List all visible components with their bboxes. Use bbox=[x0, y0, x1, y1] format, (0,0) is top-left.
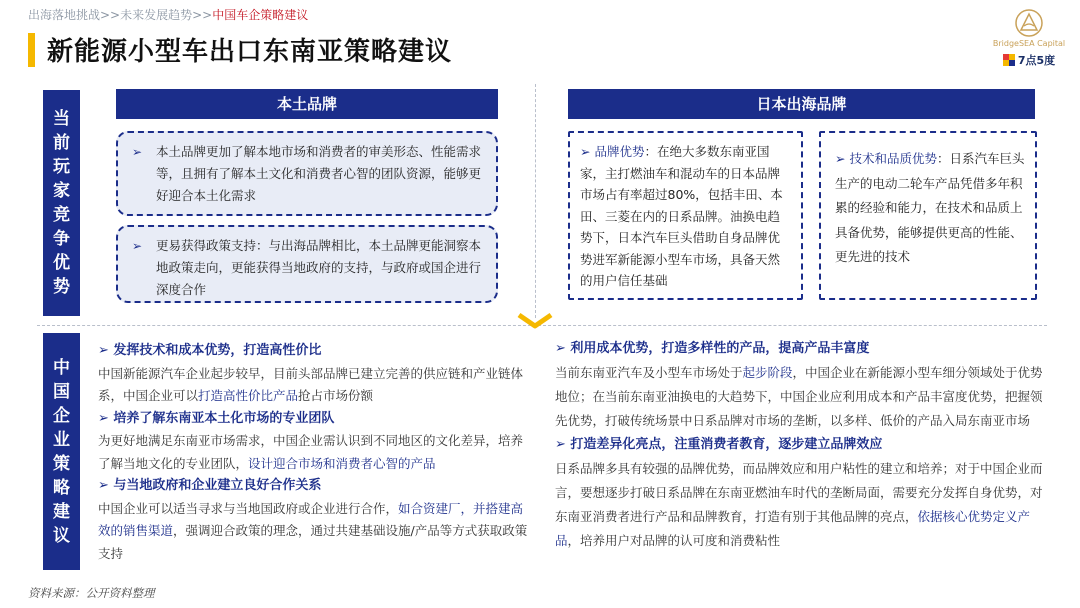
arrow-bullet-icon: ➢ bbox=[132, 145, 143, 159]
strategy-text: 中国新能源汽车企业起步较早，目前头部品牌已建立完善的供应链和产业链体系，中国企业可以打造高性价比产品抢占市场份额 bbox=[98, 365, 524, 403]
strategy-heading: ➢ 培养了解东南亚本土化市场的专业团队 bbox=[98, 410, 335, 426]
section-label-strategy: 中国企业策略建议 bbox=[43, 333, 80, 570]
strategy-item bbox=[98, 475, 534, 565]
strategy-heading: ➢ 发挥技术和成本优势，打造高性价比 bbox=[98, 343, 322, 358]
japan-brand-advantage-card bbox=[568, 131, 803, 300]
japan-tech-advantage-card bbox=[819, 131, 1037, 300]
local-advantage-card bbox=[116, 131, 498, 216]
strategy-heading: ➢ 打造差异化亮点，注重消费者教育，逐步建立品牌效应 bbox=[555, 437, 883, 452]
chevron-down-icon bbox=[516, 312, 554, 332]
strategy-item bbox=[98, 340, 534, 408]
strategy-right-column bbox=[555, 337, 1045, 553]
breadcrumb-current: 中国车企策略建议 bbox=[212, 8, 309, 22]
breadcrumb bbox=[28, 6, 308, 23]
local-advantage-text: 本土品牌更加了解本地市场和消费者的审美形态、性能需求等，且拥有了解本土文化和消费者心智的团队资源，能够更好迎合本土化需求 bbox=[156, 144, 482, 203]
vertical-divider bbox=[535, 84, 536, 318]
page-title: 新能源小型车出口东南亚策略建议 bbox=[47, 37, 453, 67]
bridgesea-logo-icon bbox=[1014, 8, 1044, 38]
strategy-text: 为更好地满足东南亚市场需求，中国企业需认识到不同地区的文化差异，培养了解当地文化的专业团队，设计迎合市场和消费者心智的产品 bbox=[98, 433, 524, 471]
source-note: 资料来源：公开资料整理 bbox=[28, 586, 155, 600]
title-accent-bar bbox=[28, 33, 35, 67]
strategy-heading: ➢ 与当地政府和企业建立良好合作关系 bbox=[98, 478, 322, 493]
brand-squares-icon bbox=[1003, 54, 1015, 66]
strategy-text: 日系品牌多具有较强的品牌优势，而品牌效应和用户粘性的建立和培养；对于中国企业而言，要想逐步打破日系品牌在东南亚燃油车时代的垄断局面，需要充分发挥自身优势，对东南亚消费者进行产品和品牌教育，打造有别于其他品牌的亮点，依据核心优势定义产品，培养用户对品牌的认可度和消费粘性 bbox=[555, 461, 1043, 548]
arrow-bullet-icon: ➢ bbox=[132, 239, 143, 253]
brand-name: 7点5度 bbox=[1017, 54, 1056, 67]
japan-tech-advantage-text: ：日系汽车巨头生产的电动二轮车产品凭借多年积累的经验和能力，在技术和品质上具备优势，能够提供更高的性能、更先进的技术 bbox=[835, 151, 1025, 264]
strategy-item bbox=[555, 337, 1045, 433]
strategy-left-column bbox=[98, 340, 534, 565]
strategy-text: 中国企业可以适当寻求与当地国政府或企业进行合作，如合资建厂，并搭建高效的销售渠道，强调迎合政策的理念，通过共建基础设施/产品等方式获取政策支持 bbox=[98, 500, 528, 561]
section-label-competition: 当前玩家竞争优势 bbox=[43, 90, 80, 316]
japan-tech-advantage-lead: 技术和品质优势 bbox=[849, 151, 937, 166]
arrow-bullet-icon: ➢ bbox=[580, 144, 595, 159]
local-policy-card bbox=[116, 225, 498, 303]
strategy-item bbox=[98, 408, 534, 476]
japan-brand-advantage-lead: 品牌优势 bbox=[594, 144, 645, 159]
strategy-text: 当前东南亚汽车及小型车市场处于起步阶段，中国企业在新能源小型车细分领域处于优势地位；在当前东南亚油换电的大趋势下，中国企业应利用成本和产品丰富度优势，把握领先优势，打破传统场景中日系品牌对市场的垄断，以多样、低价的产品入局东南亚市场 bbox=[555, 365, 1043, 428]
strategy-item bbox=[555, 433, 1045, 553]
japan-brand-advantage-text: ：在绝大多数东南亚国家，主打燃油车和混动车的日本品牌市场占有率超过80%，包括丰田、本田、三菱在内的日系品牌。油换电趋势下，日本汽车巨头借助自身品牌优势进军新能源小型车市场，具备天然的用户信任基础 bbox=[580, 144, 783, 288]
local-policy-text: 更易获得政策支持：与出海品牌相比，本土品牌更能洞察本地政策走向，更能获得当地政府的支持，与政府或国企进行深度合作 bbox=[156, 238, 482, 297]
japan-brand-header: 日本出海品牌 bbox=[568, 89, 1035, 119]
arrow-bullet-icon: ➢ bbox=[835, 151, 850, 166]
strategy-heading: ➢ 利用成本优势，打造多样性的产品，提高产品丰富度 bbox=[555, 341, 870, 356]
local-brand-header: 本土品牌 bbox=[116, 89, 498, 119]
brand-mark bbox=[986, 52, 1072, 68]
logo bbox=[986, 8, 1072, 86]
breadcrumb-path[interactable]: 出海落地挑战>>未来发展趋势>> bbox=[28, 8, 213, 22]
bridgesea-name: BridgeSEA Capital bbox=[992, 39, 1066, 48]
